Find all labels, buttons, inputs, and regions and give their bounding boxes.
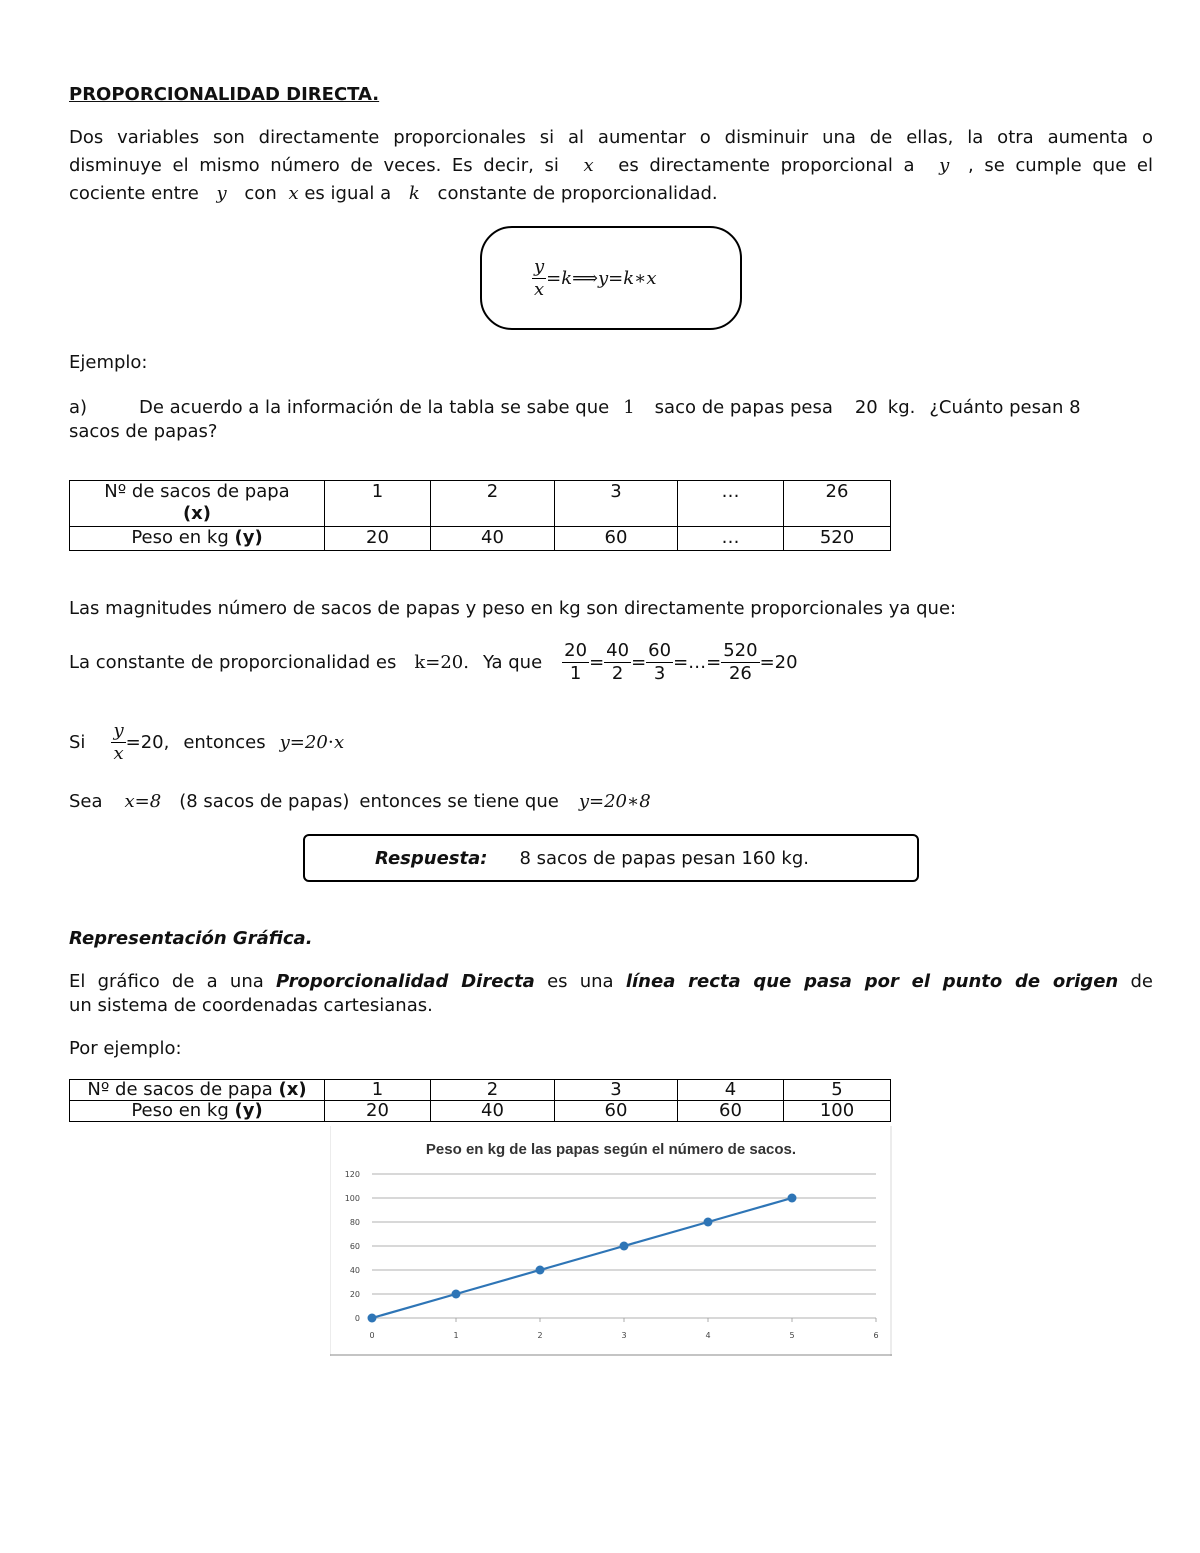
sea-text: Sea (69, 791, 103, 812)
y-tick-label: 20 (349, 1290, 360, 1299)
magnitudes-text: Las magnitudes número de sacos de papas y peso en kg son directamente proporcionales ya que: (69, 598, 957, 619)
si-fraction (111, 720, 125, 765)
question-text: De acuerdo a la información de la tabla se sabe que (139, 397, 610, 418)
x-tick-label: 5 (789, 1331, 795, 1340)
fraction-den: 26 (728, 663, 752, 684)
question-line-2: sacos de papas? (69, 421, 218, 442)
intro-line-1: Dos variables son directamente proporcionales si al aumentar o disminuir una de ellas, la otra aumenta o (69, 127, 1153, 148)
ellipsis-equals: =…= (673, 652, 722, 673)
table-cell: 5 (784, 1080, 891, 1101)
grafica-emphasis: Proporcionalidad Directa (276, 971, 535, 992)
question-text: kg. (887, 397, 916, 418)
table-cell: 100 (784, 1101, 891, 1122)
x-tick-label: 3 (621, 1331, 627, 1340)
formula-den: x (534, 279, 545, 300)
page-title: PROPORCIONALIDAD DIRECTA. (69, 84, 380, 105)
intro-text: con (244, 183, 277, 204)
table-row (70, 1080, 891, 1101)
fraction-den: 3 (653, 663, 666, 684)
entonces-text: entonces (183, 732, 266, 753)
question-number: 20 (854, 397, 878, 418)
table-cell: 60 (555, 1101, 678, 1122)
intro-paragraph (69, 124, 1153, 208)
data-point (452, 1290, 461, 1299)
intro-text: cociente entre (69, 183, 199, 204)
grafica-paragraph (69, 968, 1153, 1020)
grafica-emphasis: línea recta que pasa por el punto de origen (625, 971, 1119, 992)
fraction-den: 1 (569, 663, 582, 684)
constant-label: La constante de proporcionalidad es (69, 652, 397, 673)
fraction-num: y (113, 720, 124, 741)
si-text: Si (69, 732, 86, 753)
var-x: x (583, 155, 594, 176)
fraction (604, 640, 631, 685)
data-table-1 (69, 480, 891, 551)
table-cell: 2 (431, 481, 555, 527)
table-cell: 1 (325, 1080, 431, 1101)
line-chart (330, 1124, 892, 1356)
equals-sign: = (631, 652, 647, 673)
table-cell: 40 (431, 1101, 555, 1122)
table-cell: 40 (431, 527, 555, 551)
data-point (368, 1314, 377, 1323)
table-header-x (70, 481, 325, 527)
grafica-line-2: un sistema de coordenadas cartesianas. (69, 995, 433, 1016)
question (69, 394, 1153, 446)
y-tick-label: 60 (349, 1242, 360, 1251)
table-row (70, 1101, 891, 1122)
table-cell: 26 (784, 481, 891, 527)
fraction (721, 640, 759, 685)
sea-x8: x=8 (124, 791, 162, 812)
header-label: Nº de sacos de papa (104, 481, 290, 502)
x-tick-label: 6 (873, 1331, 879, 1340)
var-y: y (216, 183, 227, 204)
header-var: (y) (234, 527, 263, 548)
data-point (788, 1194, 797, 1203)
grafica-text: El gráfico de a una (69, 971, 264, 992)
intro-line-2 (69, 152, 1153, 180)
intro-text: disminuye el mismo número de veces. Es decir, si (69, 155, 559, 176)
constant-k: k=20. (414, 652, 469, 673)
fraction-num: 60 (648, 640, 672, 661)
data-point (704, 1218, 713, 1227)
fraction-num: 40 (606, 640, 630, 661)
table-cell: 520 (784, 527, 891, 551)
constant-result: =20 (759, 652, 798, 673)
intro-text: , se cumple que el (967, 155, 1153, 176)
section-title: Representación Gráfica. (69, 928, 313, 949)
fraction (562, 640, 589, 685)
var-y: y (939, 155, 950, 176)
table-cell: 2 (431, 1080, 555, 1101)
sea-expression: y=20∗8 (578, 791, 651, 812)
chart-container (330, 1124, 892, 1356)
table-cell: 1 (325, 481, 431, 527)
fraction-num: 20 (564, 640, 588, 661)
header-label: Nº de sacos de papa (87, 1079, 273, 1100)
si-expression: y=20⋅x (279, 732, 345, 753)
data-point (536, 1266, 545, 1275)
header-label: Peso en kg (131, 527, 229, 548)
y-tick-label: 120 (344, 1170, 360, 1179)
question-letter: a) (69, 397, 88, 418)
example-label: Ejemplo: (69, 352, 148, 373)
intro-text: es directamente proporcional a (618, 155, 915, 176)
formula-rest: =k⟹y=k∗x (546, 268, 657, 289)
ya-que-text: Ya que (482, 652, 543, 673)
table-cell: … (678, 527, 784, 551)
data-point (620, 1242, 629, 1251)
question-number: 1 (623, 397, 635, 418)
chart-title: Peso en kg de las papas según el número de sacos. (425, 1141, 797, 1158)
x-tick-label: 2 (537, 1331, 543, 1340)
fraction-den: 2 (611, 663, 624, 684)
table-cell: 60 (678, 1101, 784, 1122)
table-cell: 20 (325, 527, 431, 551)
table-row (70, 481, 891, 527)
intro-text: es igual a (304, 183, 392, 204)
table-cell: 20 (325, 1101, 431, 1122)
constant-line (69, 640, 798, 685)
table-cell: 3 (555, 481, 678, 527)
answer-box (303, 834, 919, 882)
answer-label: Respuesta: (375, 847, 488, 869)
si-line (69, 720, 344, 765)
formula-fraction (532, 256, 546, 301)
var-x: x (288, 183, 299, 204)
grafica-text: es una (547, 971, 614, 992)
equals-sign: = (589, 652, 605, 673)
y-tick-label: 40 (349, 1266, 360, 1275)
x-tick-label: 0 (369, 1331, 375, 1340)
grafica-text: de (1130, 971, 1153, 992)
por-ejemplo-label: Por ejemplo: (69, 1038, 182, 1059)
sea-text-2: entonces se tiene que (359, 791, 559, 812)
sea-paren: (8 sacos de papas) (179, 791, 350, 812)
header-var: (x) (182, 503, 212, 524)
formula (532, 256, 657, 301)
formula-num: y (534, 256, 545, 277)
fraction-num: 520 (723, 640, 758, 661)
y-tick-label: 0 (354, 1314, 360, 1323)
intro-text: constante de proporcionalidad. (437, 183, 718, 204)
question-text: saco de papas pesa (654, 397, 833, 418)
sea-line (69, 791, 651, 812)
fraction (646, 640, 673, 685)
formula-box (480, 226, 742, 330)
si-eq: =20, (125, 732, 170, 753)
table-cell: … (678, 481, 784, 527)
y-tick-label: 100 (344, 1194, 360, 1203)
data-table-2 (69, 1079, 891, 1122)
fraction-den: x (113, 743, 124, 764)
var-k: k (408, 183, 420, 204)
intro-line-3 (69, 180, 1153, 208)
table-cell: 3 (555, 1080, 678, 1101)
series-line (372, 1198, 792, 1318)
x-tick-label: 1 (453, 1331, 459, 1340)
answer-text: 8 sacos de papas pesan 160 kg. (519, 847, 809, 869)
x-tick-label: 4 (705, 1331, 711, 1340)
table-header-y (70, 1101, 325, 1122)
header-label: Peso en kg (131, 1100, 229, 1121)
y-tick-label: 80 (349, 1218, 360, 1227)
header-var: (x) (278, 1079, 307, 1100)
table-cell: 4 (678, 1080, 784, 1101)
table-header-y (70, 527, 325, 551)
table-row (70, 527, 891, 551)
question-text: ¿Cuánto pesan 8 (929, 397, 1081, 418)
table-cell: 60 (555, 527, 678, 551)
table-header-x (70, 1080, 325, 1101)
header-var: (y) (234, 1100, 263, 1121)
